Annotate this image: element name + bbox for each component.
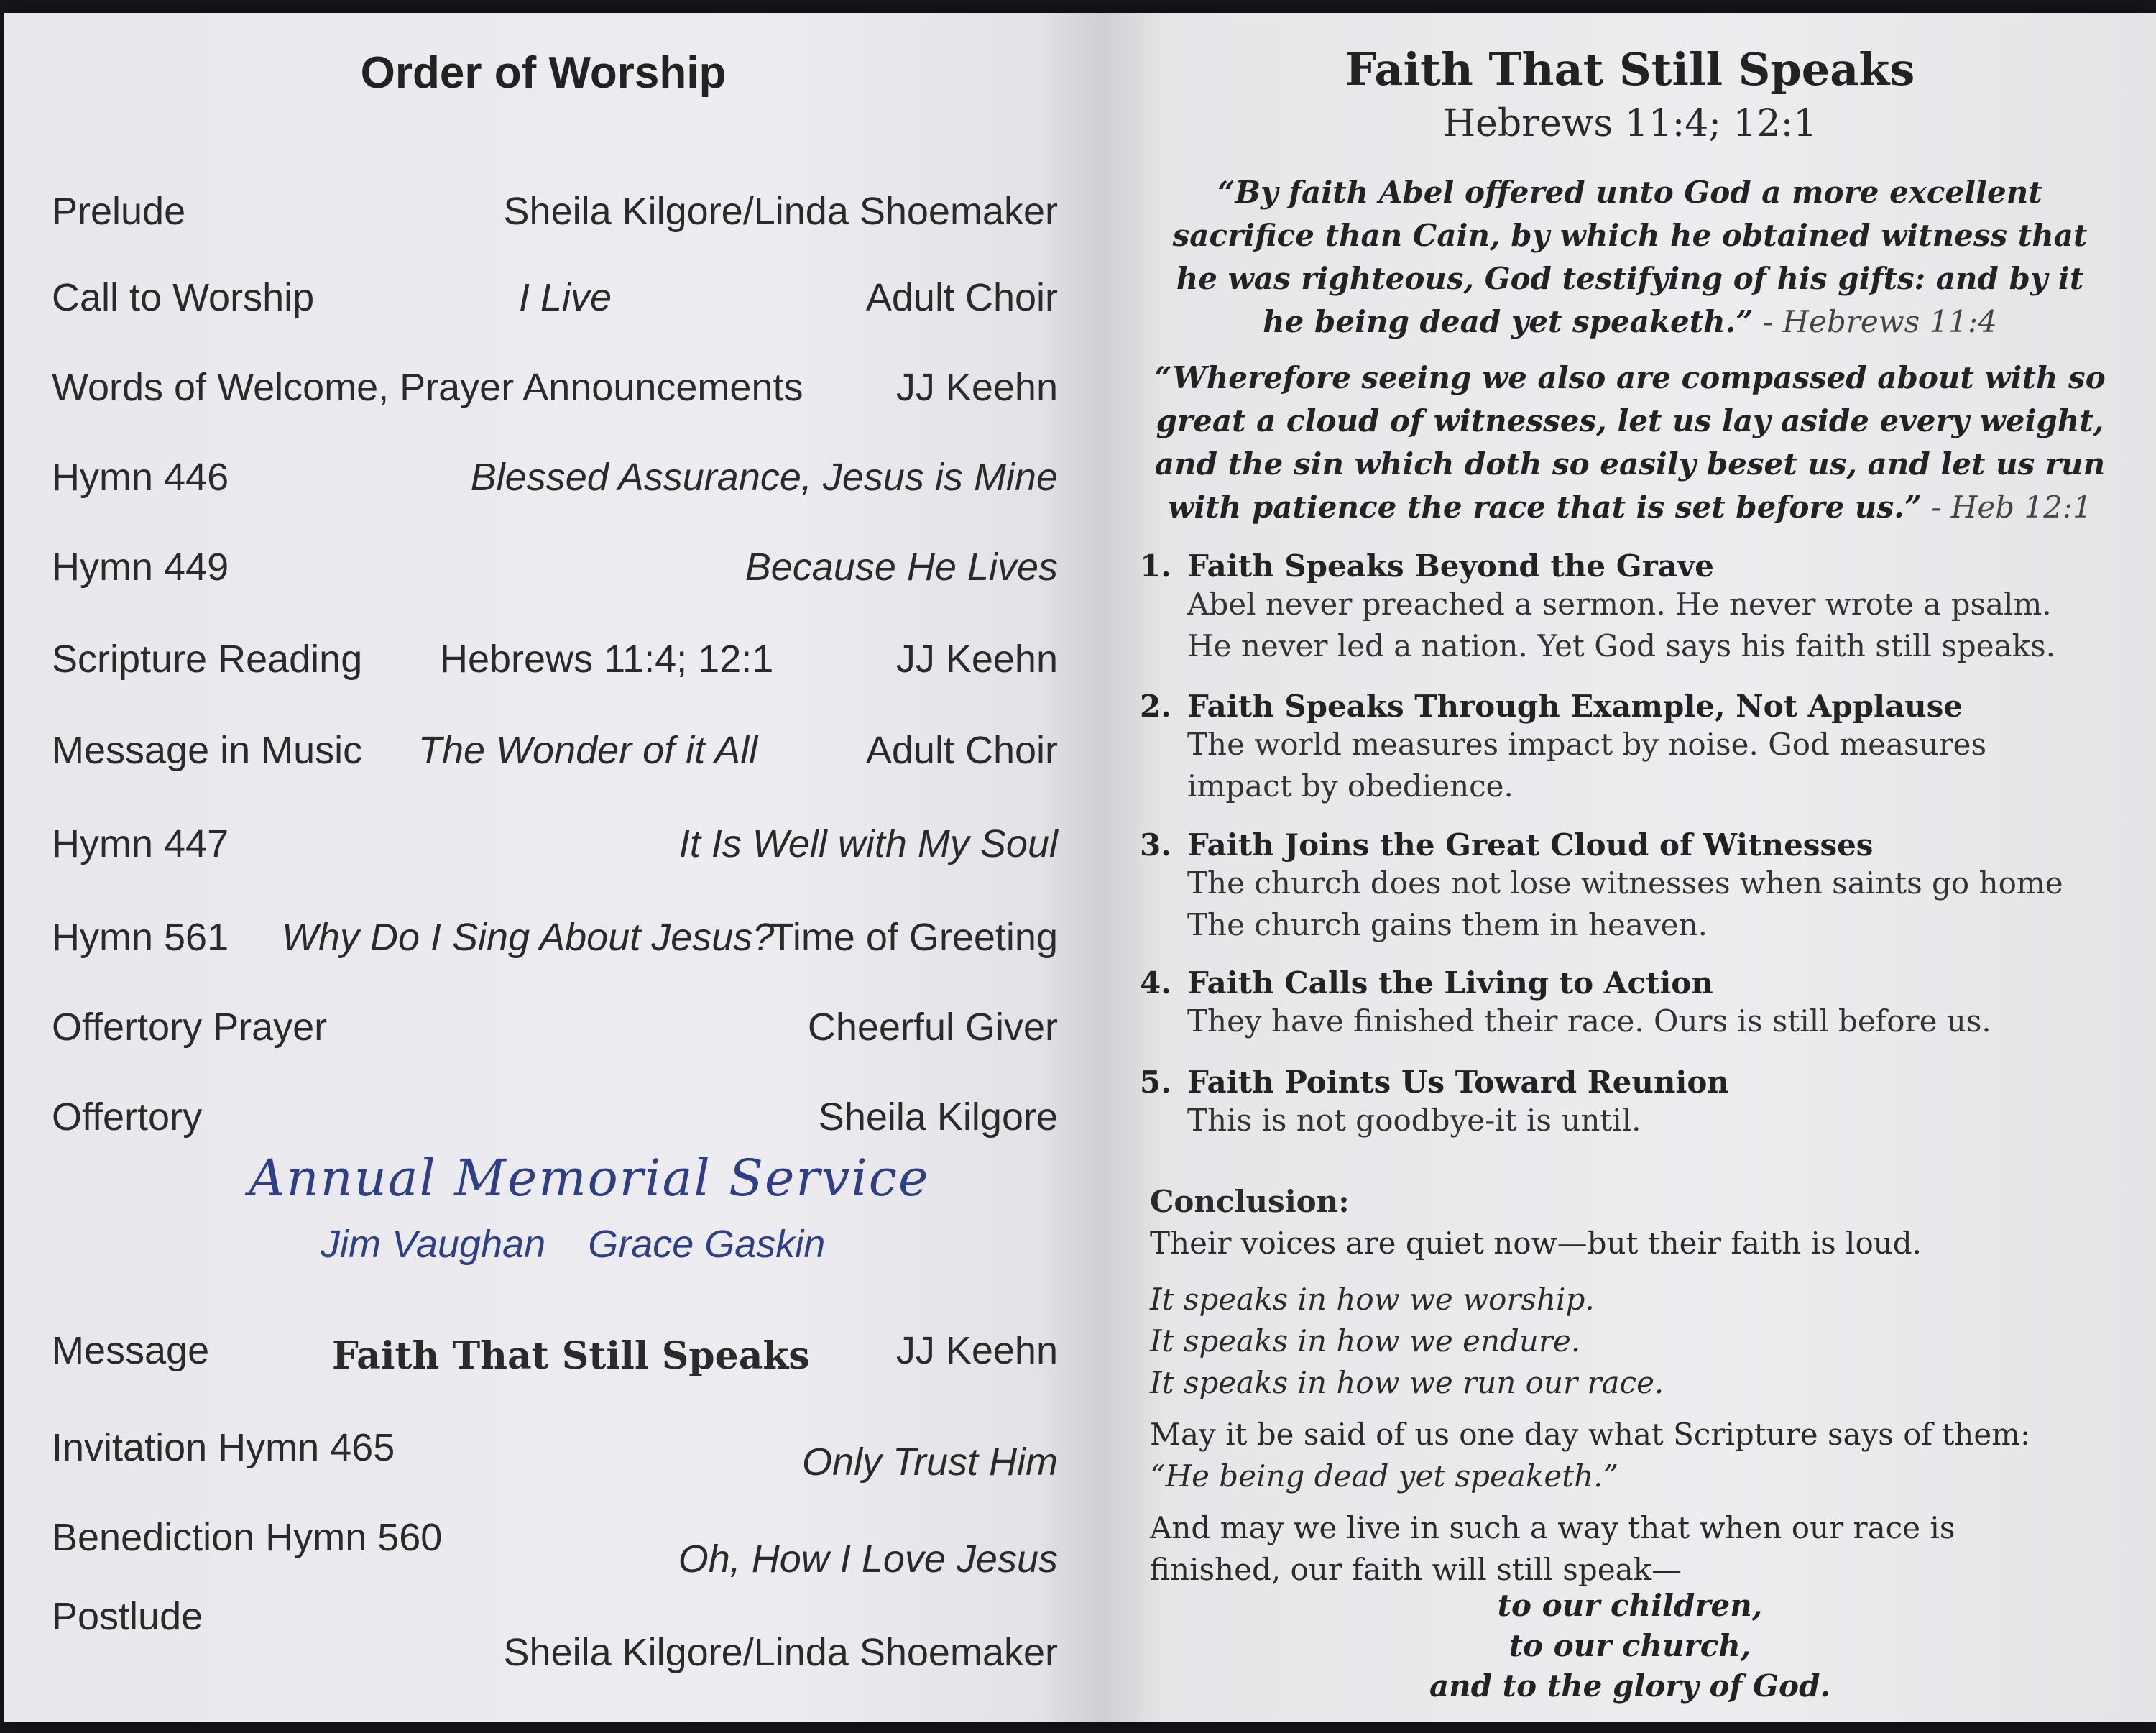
sermon-point xyxy=(1140,548,2146,667)
closing-line: to our church, xyxy=(1508,1628,1751,1663)
row-right: JJ Keehn xyxy=(895,1329,1058,1372)
order-of-worship-title: Order of Worship xyxy=(360,48,727,98)
sermon-point xyxy=(1140,965,2146,1042)
worship-row xyxy=(52,455,1058,512)
point-title: Faith Speaks Beyond the Grave xyxy=(1187,548,1715,584)
worship-row xyxy=(52,822,1058,879)
worship-row xyxy=(52,1328,1058,1386)
sermon-point xyxy=(1140,689,2146,807)
worship-row xyxy=(52,189,1058,247)
quote-citation: - Hebrews 11:4 xyxy=(1753,304,1997,339)
spacer xyxy=(1150,1264,2149,1279)
quote-line xyxy=(1104,486,2156,529)
row-label: Invitation Hymn 465 xyxy=(52,1426,395,1469)
quote-line-end: with patience the race that is set before us.” xyxy=(1168,489,1922,525)
row-label: Offertory xyxy=(52,1095,203,1139)
closing-lines xyxy=(1104,1586,2156,1706)
point-body-line: Abel never preached a sermon. He never wrote a psalm. xyxy=(1187,587,2052,622)
point-body-line: The church gains them in heaven. xyxy=(1187,907,1708,942)
row-label: Message in Music xyxy=(52,729,363,772)
point-body-line: The church does not lose witnesses when saints go home xyxy=(1187,865,2063,901)
conclusion-heading: Conclusion: xyxy=(1150,1184,1350,1219)
point-body-line: He never led a nation. Yet God says his faith still speaks. xyxy=(1187,628,2056,663)
row-label: Hymn 561 xyxy=(52,916,229,959)
memorial-names xyxy=(321,1222,857,1267)
quote-line: “By faith Abel offered unto God a more excellent xyxy=(1217,175,2042,210)
closing-line: to our children, xyxy=(1497,1588,1763,1623)
row-right: It Is Well with My Soul xyxy=(678,822,1058,865)
row-label: Benediction Hymn 560 xyxy=(52,1516,443,1559)
row-mid: Why Do I Sing About Jesus? xyxy=(282,916,775,959)
point-heading xyxy=(1140,827,2146,863)
point-title: Faith Calls the Living to Action xyxy=(1187,965,1713,1001)
worship-row xyxy=(52,728,1058,786)
quote-line-end: he being dead yet speaketh.” xyxy=(1263,304,1754,339)
row-label: Postlude xyxy=(52,1595,203,1638)
point-title: Faith Points Us Toward Reunion xyxy=(1187,1065,1729,1100)
row-right: Time of Greeting xyxy=(770,916,1058,959)
scripture-quote-2 xyxy=(1104,357,2156,529)
worship-row xyxy=(52,365,1058,423)
conclusion-section xyxy=(1150,1181,2149,1591)
point-heading xyxy=(1140,548,2146,584)
spacer xyxy=(1150,1404,2149,1414)
memorial-name: Jim Vaughan xyxy=(321,1223,546,1266)
row-label: Message xyxy=(52,1329,210,1372)
row-right: Cheerful Giver xyxy=(807,1006,1058,1049)
row-mid: Hebrews 11:4; 12:1 xyxy=(440,638,774,681)
row-label: Scripture Reading xyxy=(52,638,363,681)
point-heading xyxy=(1140,689,2146,724)
point-number: 3. xyxy=(1140,827,1171,863)
row-right: Sheila Kilgore/Linda Shoemaker xyxy=(503,1631,1058,1674)
row-label: Call to Worship xyxy=(52,276,315,319)
sermon-panel xyxy=(1104,13,2156,1722)
quote-line: great a cloud of witnesses, let us lay aside every weight, xyxy=(1156,403,2104,438)
row-right: JJ Keehn xyxy=(895,638,1058,681)
worship-row xyxy=(52,637,1058,694)
sermon-point xyxy=(1140,1065,2146,1141)
worship-row xyxy=(52,915,1058,973)
row-mid: I Live xyxy=(519,276,612,319)
point-title: Faith Joins the Great Cloud of Witnesses xyxy=(1187,827,1874,863)
quote-line: and the sin which doth so easily beset us, and let us run xyxy=(1154,446,2106,482)
spacer xyxy=(1150,1497,2149,1507)
row-right: Adult Choir xyxy=(865,276,1058,319)
sermon-point xyxy=(1140,827,2146,946)
point-number: 5. xyxy=(1140,1065,1171,1100)
conclusion-line: finished, our faith will still speak— xyxy=(1150,1552,1682,1587)
point-body-line: The world measures impact by noise. God measures xyxy=(1187,727,1987,762)
row-label: Offertory Prayer xyxy=(52,1006,328,1049)
sermon-title: Faith That Still Speaks xyxy=(1345,43,1915,96)
row-right: Because He Lives xyxy=(745,546,1058,589)
quote-line xyxy=(1104,300,2156,344)
quote-line: “Wherefore seeing we also are compassed about with so xyxy=(1154,360,2106,395)
point-title: Faith Speaks Through Example, Not Applause xyxy=(1187,689,1963,724)
worship-row xyxy=(52,1425,1058,1483)
worship-row xyxy=(52,1515,1058,1581)
conclusion-italic-line: It speaks in how we worship. xyxy=(1150,1282,1595,1317)
conclusion-italic-line: It speaks in how we run our race. xyxy=(1150,1365,1664,1400)
row-right: Adult Choir xyxy=(865,729,1058,772)
row-label: Prelude xyxy=(52,190,186,233)
closing-line: and to the glory of God. xyxy=(1429,1668,1831,1704)
worship-row xyxy=(52,1005,1058,1062)
worship-row xyxy=(52,1594,1058,1674)
scripture-quote-1 xyxy=(1104,171,2156,344)
row-right: Blessed Assurance, Jesus is Mine xyxy=(470,456,1058,499)
order-of-worship-panel xyxy=(4,13,1082,1722)
row-label: Hymn 449 xyxy=(52,546,229,589)
quote-line: he was righteous, God testifying of his gifts: and by it xyxy=(1176,261,2084,296)
row-right: Oh, How I Love Jesus xyxy=(678,1537,1058,1581)
quote-citation: - Heb 12:1 xyxy=(1921,489,2092,525)
row-mid: Faith That Still Speaks xyxy=(332,1334,810,1378)
point-number: 4. xyxy=(1140,965,1171,1001)
worship-row xyxy=(52,545,1058,602)
worship-row xyxy=(52,275,1058,333)
point-number: 1. xyxy=(1140,548,1171,584)
point-body-line: They have finished their race. Ours is still before us. xyxy=(1187,1003,1991,1039)
row-label: Hymn 446 xyxy=(52,456,229,499)
conclusion-line: Their voices are quiet now—but their faith is loud. xyxy=(1150,1226,1922,1261)
row-right: Only Trust Him xyxy=(801,1440,1058,1484)
bulletin-sheet xyxy=(4,13,2156,1722)
row-label: Words of Welcome, Prayer Announcements xyxy=(52,366,803,409)
quote-line: sacrifice than Cain, by which he obtained witness that xyxy=(1172,218,2088,253)
sermon-scripture: Hebrews 11:4; 12:1 xyxy=(1442,102,1818,145)
worship-row xyxy=(52,1095,1058,1152)
conclusion-line: May it be said of us one day what Scripture says of them: xyxy=(1150,1417,2031,1452)
memorial-service-title: Annual Memorial Service xyxy=(249,1149,930,1208)
conclusion-quote: “He being dead yet speaketh.” xyxy=(1150,1458,1618,1494)
row-right: Sheila Kilgore/Linda Shoemaker xyxy=(503,190,1058,233)
row-label: Hymn 447 xyxy=(52,822,229,865)
conclusion-line: And may we live in such a way that when our race is xyxy=(1150,1510,1955,1545)
point-heading xyxy=(1140,965,2146,1001)
conclusion-italic-line: It speaks in how we endure. xyxy=(1150,1323,1581,1359)
point-number: 2. xyxy=(1140,689,1171,724)
memorial-name: Grace Gaskin xyxy=(588,1223,826,1266)
point-body-line: impact by obedience. xyxy=(1187,768,1514,804)
point-heading xyxy=(1140,1065,2146,1100)
row-right: Sheila Kilgore xyxy=(818,1095,1058,1139)
point-body-line: This is not goodbye-it is until. xyxy=(1187,1103,1641,1138)
row-mid: The Wonder of it All xyxy=(418,729,758,772)
row-right: JJ Keehn xyxy=(895,366,1058,409)
